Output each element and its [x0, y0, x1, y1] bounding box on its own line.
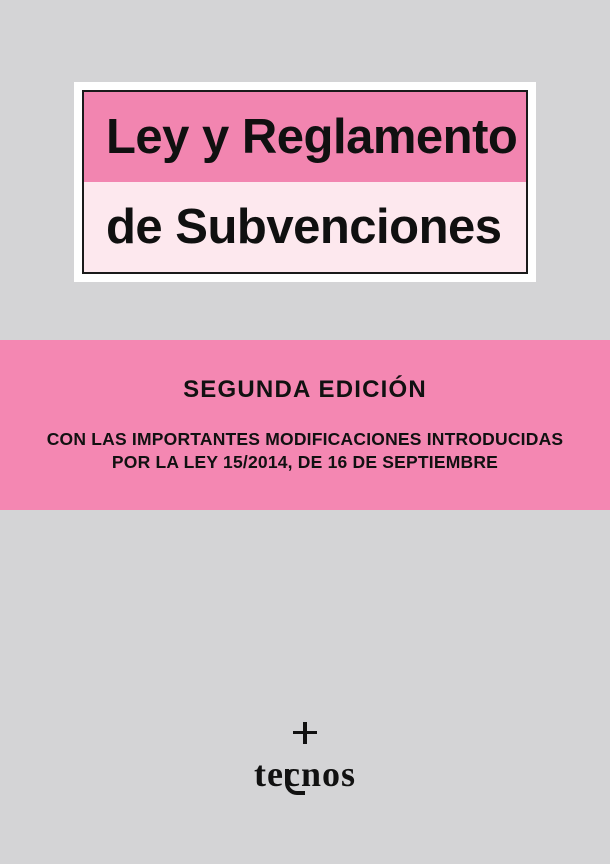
edition-band [0, 340, 610, 510]
title-frame [74, 82, 536, 282]
cross-icon [285, 722, 325, 762]
edition-note-line-2: POR LA LEY 15/2014, DE 16 DE SEPTIEMBRE [111, 452, 499, 472]
title-line-2-band [84, 182, 526, 272]
book-title-line-2: de Subvenciones [106, 199, 502, 254]
edition-label: SEGUNDA EDICIÓN [183, 375, 427, 403]
title-frame-border [82, 90, 528, 274]
publisher-name: tecnos [254, 754, 356, 794]
title-line-1-band [84, 92, 526, 182]
publisher-logo [0, 722, 610, 792]
edition-note-line-1: CON LAS IMPORTANTES MODIFICACIONES INTRODUCIDAS [46, 428, 564, 449]
logo-hook-icon [285, 769, 305, 795]
book-title-line-1: Ley y Reglamento [106, 109, 518, 164]
